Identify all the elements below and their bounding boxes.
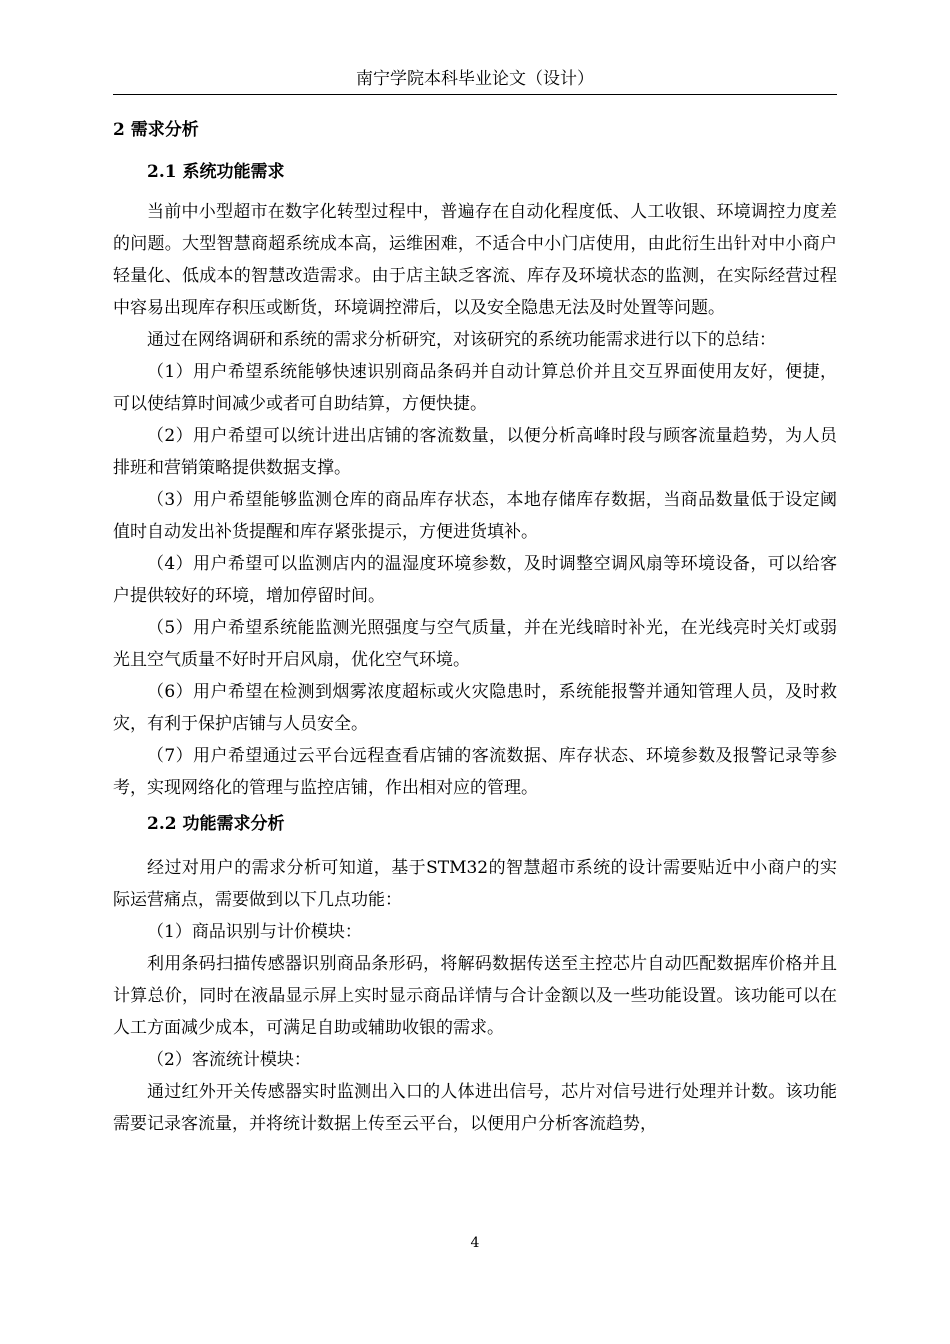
running-header: 南宁学院本科毕业论文（设计） xyxy=(113,68,837,95)
requirement-item-4: （4）用户希望可以监测店内的温湿度环境参数，及时调整空调风扇等环境设备，可以给客户提供较好的环境，增加停留时间。 xyxy=(113,554,837,606)
requirement-item-6: （6）用户希望在检测到烟雾浓度超标或火灾隐患时，系统能报警并通知管理人员，及时救灾，有利于保护店铺与人员安全。 xyxy=(113,682,837,734)
requirement-item-1: （1）用户希望系统能够快速识别商品条码并自动计算总价并且交互界面使用友好，便捷，可以使结算时间减少或者可自助结算，方便快捷。 xyxy=(113,362,837,414)
paragraph-intro-2: 通过在网络调研和系统的需求分析研究，对该研究的系统功能需求进行以下的总结： xyxy=(147,330,776,350)
page-number: 4 xyxy=(470,1235,480,1251)
section-heading: 2 需求分析 xyxy=(113,120,199,140)
requirement-item-3: （3）用户希望能够监测仓库的商品库存状态，本地存储库存数据，当商品数量低于设定阈值时自动发出补货提醒和库存紧张提示，方便进货填补。 xyxy=(113,490,837,542)
page-body xyxy=(113,114,837,1140)
requirement-item-5: （5）用户希望系统能监测光照强度与空气质量，并在光线暗时补光，在光线亮时关灯或弱光且空气质量不好时开启风扇，优化空气环境。 xyxy=(113,618,837,670)
paragraph-intro-1: 当前中小型超市在数字化转型过程中，普遍存在自动化程度低、人工收银、环境调控力度差的问题。大型智慧商超系统成本高，运维困难，不适合中小门店使用，由此衍生出针对中小商户轻量化、低成本的智慧改造需求。由于店主缺乏客流、库存及环境状态的监测，在实际经营过程中容易出现库存积压或断货，环境调控滞后，以及安全隐患无法及时处置等问题。 xyxy=(113,202,837,318)
module-2-body: 通过红外开关传感器实时监测出入口的人体进出信号，芯片对信号进行处理并计数。该功能需要记录客流量，并将统计数据上传至云平台，以便用户分析客流趋势， xyxy=(113,1082,837,1134)
subsection-heading-2-2: 2.2 功能需求分析 xyxy=(147,814,285,834)
module-1-title: （1）商品识别与计价模块： xyxy=(147,922,362,942)
requirement-item-7: （7）用户希望通过云平台远程查看店铺的客流数据、库存状态、环境参数及报警记录等参考，实现网络化的管理与监控店铺，作出相对应的管理。 xyxy=(113,746,837,798)
requirement-item-2: （2）用户希望可以统计进出店铺的客流数量，以便分析高峰时段与顾客流量趋势，为人员排班和营销策略提供数据支撑。 xyxy=(113,426,837,478)
paragraph-analysis-intro: 经过对用户的需求分析可知道，基于STM32的智慧超市系统的设计需要贴近中小商户的实际运营痛点，需要做到以下几点功能： xyxy=(113,858,837,910)
module-1-body: 利用条码扫描传感器识别商品条形码，将解码数据传送至主控芯片自动匹配数据库价格并且计算总价，同时在液晶显示屏上实时显示商品详情与合计金额以及一些功能设置。该功能可以在人工方面减少成本，可满足自助或辅助收银的需求。 xyxy=(113,954,837,1038)
module-2-title: （2）客流统计模块： xyxy=(147,1050,311,1070)
subsection-heading-2-1: 2.1 系统功能需求 xyxy=(147,162,285,182)
